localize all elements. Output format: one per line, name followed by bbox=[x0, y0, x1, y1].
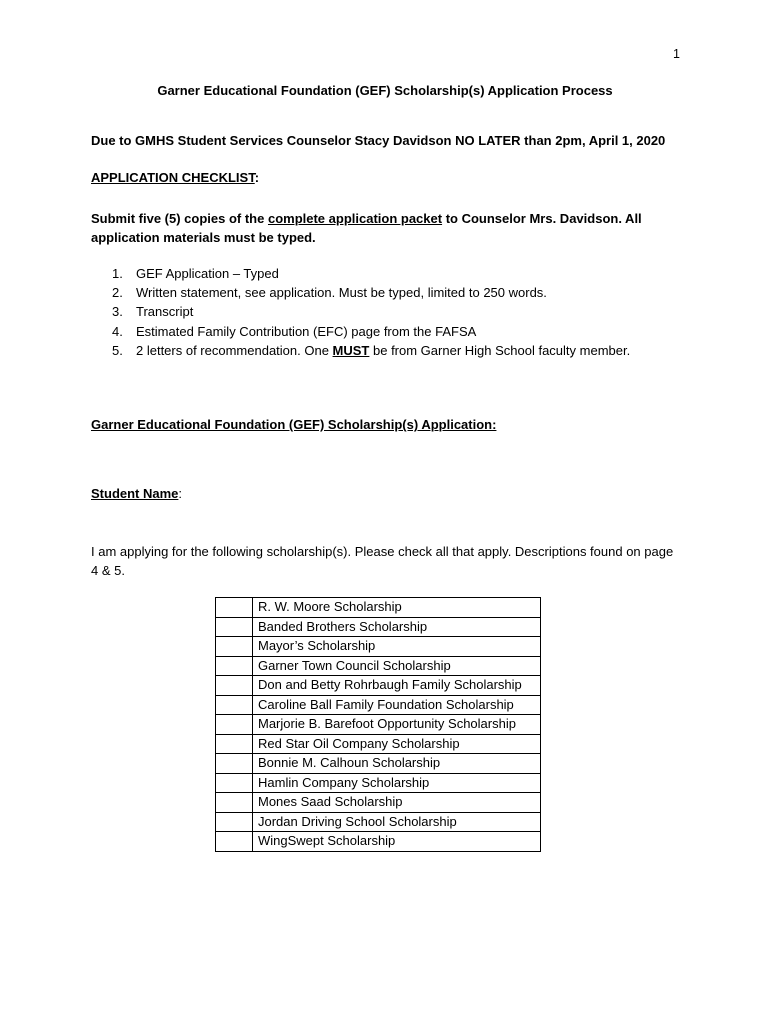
table-row bbox=[216, 695, 541, 715]
scholarship-name: Garner Town Council Scholarship bbox=[253, 656, 541, 676]
scholarship-checkbox[interactable] bbox=[216, 754, 253, 774]
page-title: Garner Educational Foundation (GEF) Scholarship(s) Application Process bbox=[157, 83, 613, 98]
table-row bbox=[216, 734, 541, 754]
scholarship-checkbox[interactable] bbox=[216, 656, 253, 676]
scholarship-name: Don and Betty Rohrbaugh Family Scholarship bbox=[253, 676, 541, 696]
submit-text-after: to Counselor Mrs. Davidson. All application materials must be typed. bbox=[91, 211, 642, 245]
student-name-label: Student Name bbox=[91, 486, 179, 501]
submit-instructions bbox=[91, 209, 681, 247]
table-row bbox=[216, 773, 541, 793]
table-row bbox=[216, 754, 541, 774]
table-row bbox=[216, 656, 541, 676]
checklist-list bbox=[112, 264, 630, 360]
list-item-number: 3. bbox=[112, 304, 123, 320]
scholarship-table bbox=[215, 597, 541, 852]
table-row bbox=[216, 617, 541, 637]
table-row bbox=[216, 598, 541, 618]
checklist-heading-colon: : bbox=[254, 170, 260, 185]
scholarship-checkbox[interactable] bbox=[216, 812, 253, 832]
student-name-colon: : bbox=[178, 486, 183, 501]
scholarship-checkbox[interactable] bbox=[216, 793, 253, 813]
table-row bbox=[216, 832, 541, 852]
scholarship-name: Hamlin Company Scholarship bbox=[253, 773, 541, 793]
list-item-number: 5. bbox=[112, 342, 123, 358]
scholarship-checkbox[interactable] bbox=[216, 598, 253, 618]
applying-instructions: I am applying for the following scholarship(s). Please check all that apply. Descriptions found on page 4 & 5. bbox=[91, 544, 674, 578]
scholarship-name: Caroline Ball Family Foundation Scholarship bbox=[253, 695, 541, 715]
application-heading: Garner Educational Foundation (GEF) Scholarship(s) Application: bbox=[91, 417, 497, 432]
scholarship-name: R. W. Moore Scholarship bbox=[253, 598, 541, 618]
scholarship-name: Mones Saad Scholarship bbox=[253, 793, 541, 813]
list-item bbox=[112, 264, 630, 283]
table-row bbox=[216, 812, 541, 832]
scholarship-checkbox[interactable] bbox=[216, 734, 253, 754]
table-row bbox=[216, 676, 541, 696]
list-item-text: GEF Application – Typed bbox=[136, 266, 279, 281]
student-name-field[interactable] bbox=[91, 486, 182, 501]
submit-text-underlined: complete application packet bbox=[267, 211, 443, 226]
list-item-text: Transcript bbox=[136, 304, 194, 320]
scholarship-checkbox[interactable] bbox=[216, 617, 253, 637]
scholarship-name: Banded Brothers Scholarship bbox=[253, 617, 541, 637]
checklist-heading-text: APPLICATION CHECKLIST bbox=[91, 170, 255, 185]
scholarship-name: Marjorie B. Barefoot Opportunity Scholarship bbox=[253, 715, 541, 735]
scholarship-name: WingSwept Scholarship bbox=[253, 832, 541, 852]
list-item bbox=[112, 322, 630, 341]
scholarship-name: Jordan Driving School Scholarship bbox=[253, 812, 541, 832]
scholarship-name: Red Star Oil Company Scholarship bbox=[253, 734, 541, 754]
table-row bbox=[216, 637, 541, 657]
scholarship-checkbox[interactable] bbox=[216, 832, 253, 852]
list-item bbox=[112, 283, 630, 302]
must-emphasis: MUST bbox=[332, 342, 370, 358]
scholarship-checkbox[interactable] bbox=[216, 676, 253, 696]
due-date-line: Due to GMHS Student Services Counselor Stacy Davidson NO LATER than 2pm, April 1, 2020 bbox=[91, 133, 666, 148]
scholarship-checkbox[interactable] bbox=[216, 715, 253, 735]
table-row bbox=[216, 793, 541, 813]
table-row bbox=[216, 715, 541, 735]
list-item-text: Written statement, see application. Must be typed, limited to 250 words. bbox=[136, 285, 547, 301]
checklist-heading bbox=[91, 170, 259, 185]
list-item bbox=[112, 302, 630, 321]
list-item-text-before: 2 letters of recommendation. One bbox=[136, 342, 333, 358]
list-item-number: 4. bbox=[112, 323, 123, 339]
list-item-number: 1. bbox=[112, 266, 123, 281]
submit-text-before: Submit five (5) copies of the bbox=[91, 211, 268, 226]
list-item bbox=[112, 341, 630, 360]
scholarship-name: Bonnie M. Calhoun Scholarship bbox=[253, 754, 541, 774]
scholarship-checkbox[interactable] bbox=[216, 637, 253, 657]
scholarship-checkbox[interactable] bbox=[216, 773, 253, 793]
list-item-number: 2. bbox=[112, 285, 123, 301]
list-item-text bbox=[136, 341, 630, 360]
scholarship-checkbox[interactable] bbox=[216, 695, 253, 715]
list-item-text: Estimated Family Contribution (EFC) page from the FAFSA bbox=[136, 323, 477, 339]
page-number: 1 bbox=[673, 47, 680, 61]
scholarship-name: Mayor’s Scholarship bbox=[253, 637, 541, 657]
list-item-text-after: be from Garner High School faculty member. bbox=[369, 342, 631, 358]
